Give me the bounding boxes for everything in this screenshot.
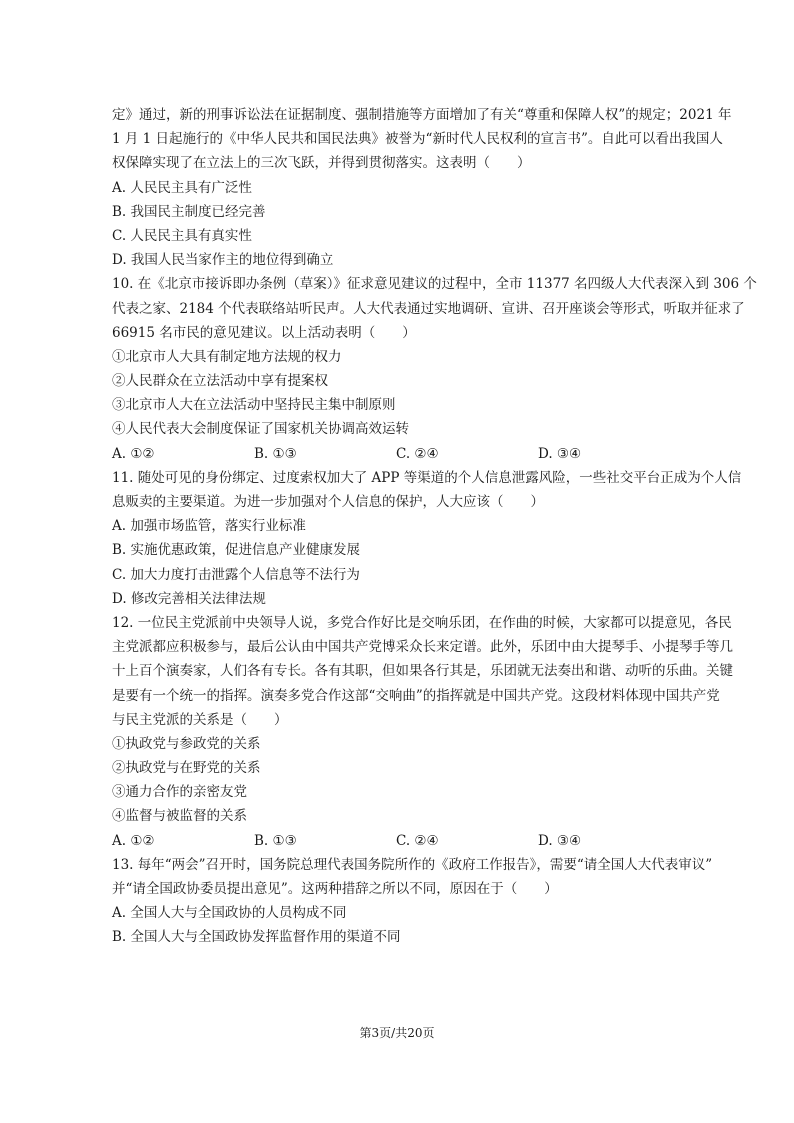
- question-text-line: 1 月 1 日起施行的《中华人民共和国民法典》被誉为“新时代人民权利的宣言书”。自此可以看出我国人: [112, 131, 723, 148]
- question-10: [112, 272, 757, 466]
- option-c: C. 人民民主具有真实性: [112, 227, 252, 244]
- page-content: [112, 103, 757, 950]
- question-text-line: 10. 在《北京市接诉即办条例（草案）》征求意见建议的过程中，全市 11377 名四级人大代表深入到 306 个: [112, 276, 757, 293]
- statement-item: ④监督与被监督的关系: [112, 808, 247, 825]
- option-a: A. 加强市场监管，落实行业标准: [112, 518, 306, 535]
- choice-a: A. ①②: [112, 832, 155, 849]
- statement-item: ④人民代表大会制度保证了国家机关协调高效运转: [112, 421, 409, 438]
- question-text-line: 11. 随处可见的身份绑定、过度索权加大了 APP 等渠道的个人信息泄露风险，一些社交平台正成为个人信: [112, 469, 742, 486]
- option-a: A. 全国人大与全国政协的人员构成不同: [112, 905, 347, 922]
- question-text-line: 12. 一位民主党派前中央领导人说，多党合作好比是交响乐团，在作曲的时候，大家都可以提意见，各民: [112, 614, 732, 631]
- question-text-line: 66915 名市民的意见建议。以上活动表明（ ）: [112, 324, 416, 341]
- option-b: B. 全国人大与全国政协发挥监督作用的渠道不同: [112, 929, 401, 946]
- question-9-continued: [112, 103, 732, 272]
- choice-d: D. ③④: [538, 832, 582, 849]
- question-11: [112, 466, 742, 611]
- question-text-line: 息贩卖的主要渠道。为进一步加强对个人信息的保护，人大应该（ ）: [112, 494, 544, 510]
- question-13: [112, 853, 713, 950]
- question-text-line: 与民主党派的关系是（ ）: [112, 711, 288, 728]
- question-text-line: 定》通过，新的刑事诉讼法在证据制度、强制措施等方面增加了有关“尊重和保障人权”的规定；2021 年: [112, 107, 732, 123]
- choice-c: C. ②④: [396, 832, 439, 849]
- question-text-line: 是要有一个统一的指挥。演奏多党合作这部“交响曲”的指挥就是中国共产党。这段材料体现中国共产党: [112, 687, 720, 704]
- option-d: D. 修改完善相关法律法规: [112, 590, 266, 607]
- statement-item: ②执政党与在野党的关系: [112, 760, 261, 777]
- question-12: [112, 611, 733, 853]
- option-b: B. 实施优惠政策，促进信息产业健康发展: [112, 542, 361, 559]
- page-number: 第3页/共20页: [359, 1026, 435, 1040]
- choice-a: A. ①②: [112, 445, 155, 462]
- choice-d: D. ③④: [538, 445, 582, 462]
- answer-choices: [112, 829, 690, 853]
- statement-item: ③北京市人大在立法活动中坚持民主集中制原则: [112, 397, 396, 414]
- statement-item: ②人民群众在立法活动中享有提案权: [112, 373, 328, 390]
- question-text-line: 并“请全国政协委员提出意见”。这两种措辞之所以不同，原因在于（ ）: [112, 881, 558, 897]
- question-text-line: 代表之家、2184 个代表联络站听民声。人大代表通过实地调研、宣讲、召开座谈会等形式，听取并征求了: [112, 300, 745, 317]
- choice-b: B. ①③: [254, 832, 297, 849]
- answer-choices: [112, 442, 690, 466]
- option-d: D. 我国人民当家作主的地位得到确立: [112, 252, 334, 269]
- choice-b: B. ①③: [254, 445, 297, 462]
- question-text-line: 权保障实现了在立法上的三次飞跃，并得到贯彻落实。这表明（ ）: [112, 155, 531, 172]
- statement-item: ③通力合作的亲密友党: [112, 784, 247, 801]
- question-text-line: 13. 每年“两会”召开时，国务院总理代表国务院所作的《政府工作报告》，需要“请全国人大代表审议”: [112, 856, 713, 873]
- option-a: A. 人民民主具有广泛性: [112, 179, 252, 196]
- question-text-line: 十上百个演奏家，人们各有专长。各有其职，但如果各行其是，乐团就无法奏出和谐、动听的乐曲。关键: [112, 663, 733, 680]
- statement-item: ①北京市人大具有制定地方法规的权力: [112, 348, 342, 365]
- question-text-line: 主党派都应积极参与，最后公认由中国共产党博采众长来定谱。此外，乐团中由大提琴手、小提琴手等几: [112, 639, 733, 656]
- statement-item: ①执政党与参政党的关系: [112, 735, 261, 752]
- option-c: C. 加大力度打击泄露个人信息等不法行为: [112, 566, 360, 583]
- choice-c: C. ②④: [396, 445, 439, 462]
- option-b: B. 我国民主制度已经完善: [112, 203, 266, 220]
